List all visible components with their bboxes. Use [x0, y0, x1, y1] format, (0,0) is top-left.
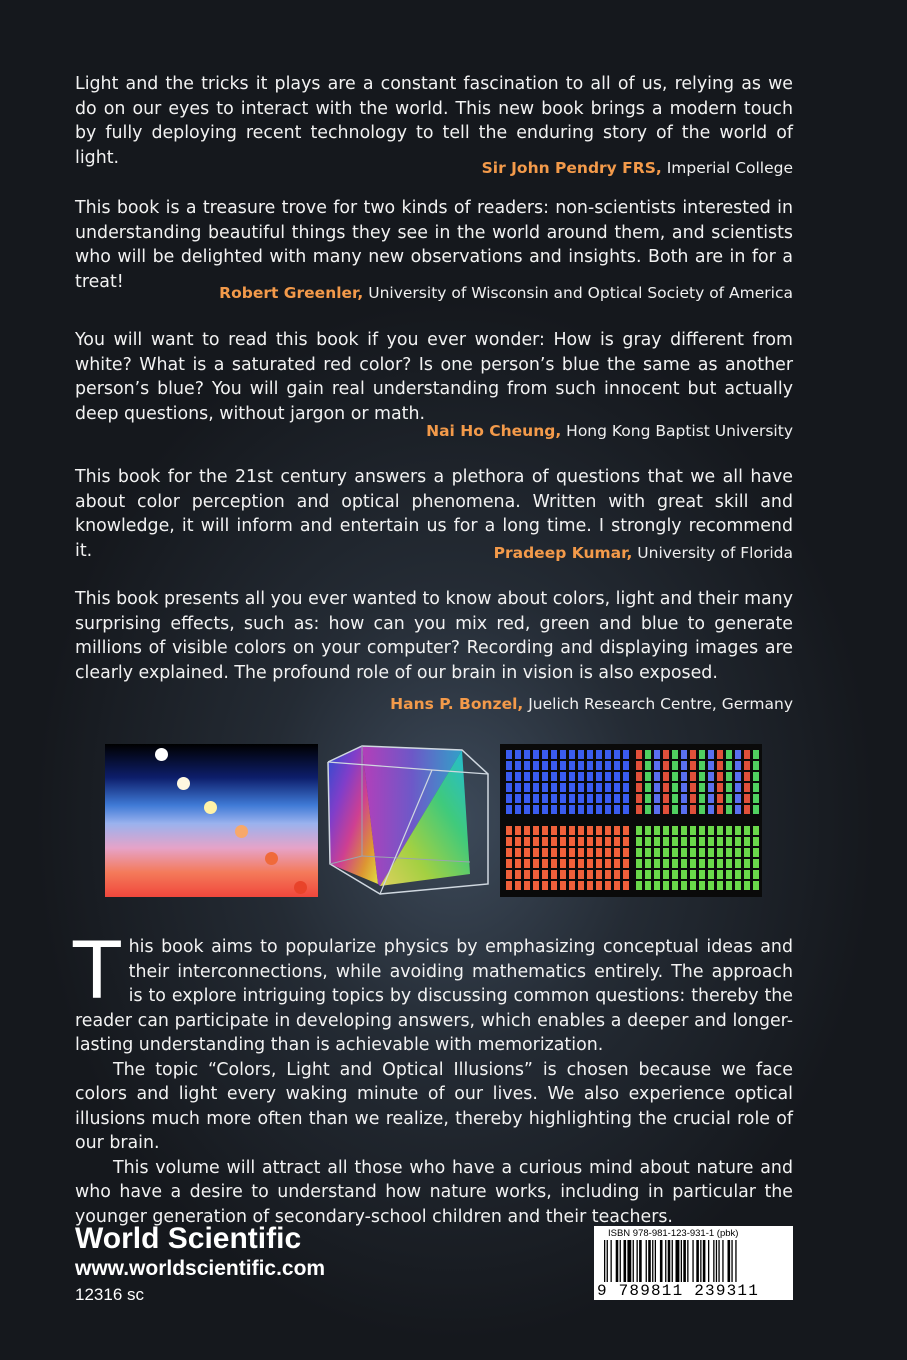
endorser-name-4: Pradeep Kumar,: [493, 544, 633, 562]
barcode-bar: [692, 1240, 693, 1282]
endorser-affiliation-3: Hong Kong Baptist University: [566, 422, 793, 440]
barcode-bar: [728, 1240, 731, 1282]
subpixel-stripe: [605, 826, 611, 892]
barcode-bar: [703, 1240, 706, 1282]
subpixel-stripe: [735, 826, 741, 892]
subpixel-stripe: [708, 750, 714, 816]
subpixel-stripe: [726, 750, 732, 816]
subpixel-stripe: [690, 826, 696, 892]
barcode-bar: [687, 1240, 688, 1282]
barcode-bar: [620, 1240, 621, 1282]
drop-cap: T: [73, 927, 121, 1017]
barcode-bar: [722, 1240, 723, 1282]
subpixel-stripe: [533, 826, 539, 892]
barcode-bar: [718, 1240, 719, 1282]
endorsement-attribution-1: [75, 158, 793, 178]
subpixel-stripe: [663, 826, 669, 892]
barcode-bar: [652, 1240, 653, 1282]
barcode-bar: [708, 1240, 709, 1282]
subpixel-stripe: [506, 750, 512, 816]
barcode-bar: [637, 1240, 638, 1282]
subpixel-stripe: [708, 826, 714, 892]
barcode-bar: [633, 1240, 634, 1282]
sun-dot: [235, 825, 248, 838]
endorsement-quote-2: This book is a treasure trove for two kinds of readers: non-scientists interested in understanding beautiful things they see in the world around them, and scientists who will be delighted with many new observations and insights. Both are in for a treat!: [75, 198, 793, 292]
subpixel-stripe: [735, 750, 741, 816]
subpixel-stripe: [690, 750, 696, 816]
endorser-affiliation-4: University of Florida: [637, 544, 793, 562]
endorsement-quote-4: This book for the 21st century answers a plethora of questions that we all have about color perception and optical phenomena. Written with great skill and knowledge, it will inform and entertain us for a long time. I strongly recommend it.: [75, 467, 793, 561]
endorser-name-2: Robert Greenler,: [219, 284, 364, 302]
subpixel-stripe: [645, 750, 651, 816]
description-paragraph-2: The topic “Colors, Light and Optical Illusions” is chosen because we face colors and light every waking minute of our lives. We also experience optical illusions much more often than we realize, thereby highlighting the crucial role of our brain.: [75, 1059, 793, 1153]
subpixel-stripe: [569, 826, 575, 892]
barcode-bar: [696, 1240, 699, 1282]
rgb-subpixels: [632, 746, 760, 820]
barcode-bar: [646, 1240, 647, 1282]
barcode-bar: [665, 1240, 666, 1282]
subpixel-stripe: [533, 750, 539, 816]
subpixel-stripe: [744, 826, 750, 892]
barcode-bar: [624, 1240, 627, 1282]
endorsement-quote-5: This book presents all you ever wanted to know about colors, light and their many surprising effects, such as: how can you mix red, green and blue to generate millions of visible colors on your computer? Recording and displaying images are clearly explained. The profound role of our brain in vision is also exposed.: [75, 589, 793, 683]
sun-dot: [155, 748, 168, 761]
subpixel-stripe: [636, 826, 642, 892]
sun-dot: [177, 777, 190, 790]
subpixel-stripe: [542, 826, 548, 892]
barcode-bar: [616, 1240, 619, 1282]
subpixel-stripe: [744, 750, 750, 816]
subpixel-stripe: [587, 750, 593, 816]
catalog-code: 12316 sc: [75, 1285, 144, 1304]
endorser-name-3: Nai Ho Cheung,: [426, 422, 562, 440]
endorser-affiliation-2: University of Wisconsin and Optical Society of America: [368, 284, 793, 302]
subpixel-stripe: [614, 750, 620, 816]
sun-dot: [204, 801, 217, 814]
subpixel-stripe: [654, 750, 660, 816]
isbn-label: ISBN 978-981-123-931-1 (pbk): [608, 1228, 739, 1239]
barcode-bar: [660, 1240, 663, 1282]
subpixel-stripe: [524, 750, 530, 816]
endorsement-quote-3: You will want to read this book if you ever wonder: How is gray different from white? What is a saturated red color? Is one person’s blue the same as another person’s blue? You will gain real understanding from such innocent but actually deep questions, without jargon or math.: [75, 330, 793, 424]
sun-dot: [265, 852, 278, 865]
endorser-name-1: Sir John Pendry FRS,: [481, 159, 662, 177]
subpixel-stripe: [654, 826, 660, 892]
barcode-bar: [713, 1240, 714, 1282]
subpixel-stripe: [515, 826, 521, 892]
barcode-bar: [735, 1240, 736, 1282]
barcode-bar: [700, 1240, 701, 1282]
subpixel-stripe: [699, 826, 705, 892]
subpixel-stripe: [717, 750, 723, 816]
endorsement-attribution-5: [75, 694, 793, 714]
red-subpixels: [502, 822, 630, 896]
subpixel-stripe: [551, 750, 557, 816]
subpixel-stripe: [614, 826, 620, 892]
subpixel-stripe: [587, 826, 593, 892]
barcode-bar: [627, 1240, 631, 1282]
subpixel-stripe: [636, 750, 642, 816]
subpixel-stripe: [753, 750, 759, 816]
color-cube-illustration: [320, 744, 498, 897]
barcode-bar: [655, 1240, 656, 1282]
barcode-bar: [716, 1240, 717, 1282]
subpixel-stripe: [506, 826, 512, 892]
subpixel-stripe: [560, 826, 566, 892]
subpixel-stripe: [681, 750, 687, 816]
barcode-bar: [604, 1240, 605, 1282]
endorsement-attribution-3: [75, 421, 793, 441]
endorser-name-5: Hans P. Bonzel,: [390, 695, 524, 713]
subpixel-stripe: [672, 750, 678, 816]
subpixel-stripe: [663, 750, 669, 816]
subpixel-stripe: [596, 826, 602, 892]
description-paragraph-3: This volume will attract all those who have a curious mind about nature and who have a desire to understand how nature works, including in particular the younger generation of secondary-school children and their teachers.: [75, 1157, 793, 1227]
subpixel-stripe: [623, 826, 629, 892]
subpixel-stripe: [605, 750, 611, 816]
subpixel-stripe: [717, 826, 723, 892]
publisher-url: www.worldscientific.com: [75, 1257, 326, 1280]
subpixel-stripe: [578, 750, 584, 816]
barcode-bars: [602, 1240, 785, 1284]
sun-dot: [294, 881, 307, 894]
subpixel-stripe: [578, 826, 584, 892]
subpixel-stripe: [596, 750, 602, 816]
barcode-bar: [668, 1240, 671, 1282]
isbn-barcode: [594, 1226, 793, 1300]
endorser-affiliation-1: Imperial College: [666, 159, 793, 177]
endorser-affiliation-5: Juelich Research Centre, Germany: [528, 695, 793, 713]
subpixel-stripe: [569, 750, 575, 816]
barcode-bar: [611, 1240, 612, 1282]
subpixel-stripe: [542, 750, 548, 816]
description-paragraph-1: his book aims to popularize physics by emphasizing conceptual ideas and their interconnections, while avoiding mathematics entirely. The approach is to explore intriguing topics by discussing common questions: thereby the reader can participate in developing answers, which enables a deeper and longer-lasting understanding than is achievable with memorization.: [75, 937, 793, 1055]
barcode-bar: [672, 1240, 673, 1282]
subpixel-stripe: [726, 826, 732, 892]
endorsement-attribution-2: [75, 283, 793, 303]
barcode-bar: [683, 1240, 686, 1282]
subpixel-stripe: [672, 826, 678, 892]
isbn-digits: 9 789811 239311: [597, 1282, 760, 1300]
pixel-microscope-illustration: [500, 744, 762, 897]
subpixel-stripe: [623, 750, 629, 816]
barcode-bar: [676, 1240, 680, 1282]
barcode-bar: [648, 1240, 651, 1282]
subpixel-stripe: [753, 826, 759, 892]
blue-subpixels: [502, 746, 630, 820]
green-subpixels: [632, 822, 760, 896]
sky-gradient-illustration: [105, 744, 318, 897]
subpixel-stripe: [551, 826, 557, 892]
illustrations-row: [0, 744, 907, 897]
barcode-bar: [639, 1240, 642, 1282]
endorsement-quote-1: Light and the tricks it plays are a constant fascination to all of us, relying as we do on our eyes to interact with the world. This new book brings a modern touch by fully deploying recent technology to tell the enduring story of the world of light.: [75, 74, 793, 168]
subpixel-stripe: [699, 750, 705, 816]
subpixel-stripe: [645, 826, 651, 892]
publisher-name: World Scientific: [75, 1222, 302, 1255]
barcode-bar: [607, 1240, 608, 1282]
barcode-bar: [681, 1240, 682, 1282]
subpixel-stripe: [681, 826, 687, 892]
subpixel-stripe: [515, 750, 521, 816]
book-description: [73, 927, 793, 1229]
subpixel-stripe: [560, 750, 566, 816]
endorsement-attribution-4: [75, 543, 793, 563]
barcode-bar: [731, 1240, 732, 1282]
subpixel-stripe: [524, 826, 530, 892]
